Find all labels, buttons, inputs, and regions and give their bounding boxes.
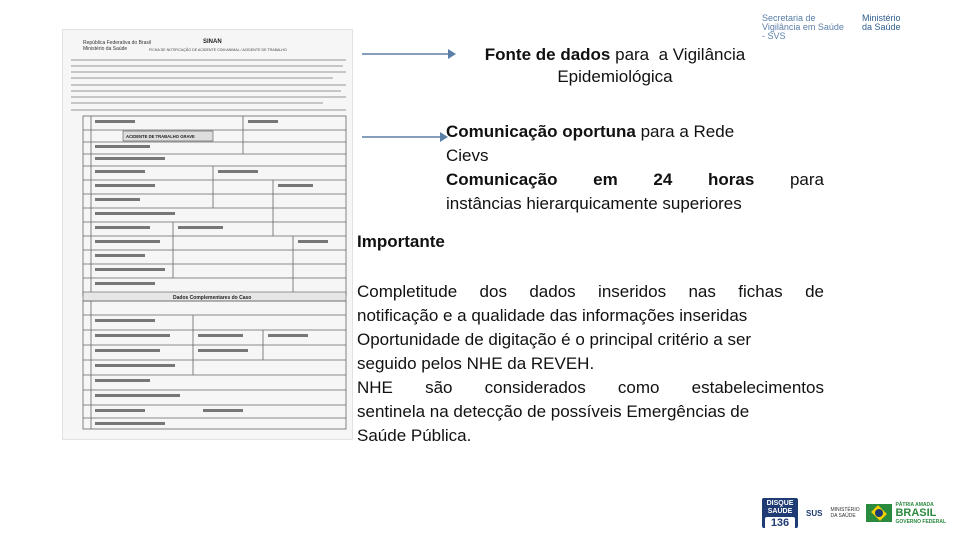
- ministerio-logo: Ministério da Saúde: [862, 13, 901, 32]
- fonte-line2: Epidemiológica: [557, 67, 673, 86]
- ministerio-footer-logo: MINISTÉRIO DA SAÚDE: [830, 507, 860, 519]
- comunicacao-l3-para: para: [789, 170, 824, 189]
- para-word: inseridos: [598, 282, 667, 301]
- fonte-de-dados-text: [455, 44, 775, 88]
- disque-top: DISQUE SAÚDE: [766, 500, 794, 515]
- sus-logo: SUS: [806, 508, 823, 518]
- svs-logo: Secretaria de Vigilância em Saúde - SVS: [762, 13, 844, 41]
- para-line-1: [357, 280, 824, 304]
- comunicacao-line4: instâncias hierarquicamente superiores: [446, 194, 742, 213]
- form-title: SINAN: [203, 39, 222, 45]
- para-word: são: [425, 378, 453, 397]
- para-word: considerados: [484, 378, 586, 397]
- para-word: dos: [479, 282, 507, 301]
- para-line-5: [357, 376, 824, 400]
- comunicacao-rest: para a Rede: [635, 122, 735, 141]
- svg-text:Ministério da Saúde: Ministério da Saúde: [83, 46, 128, 52]
- para-word: como: [617, 378, 660, 397]
- header-logos: [762, 14, 902, 41]
- para-line-6: sentinela na detecção de possíveis Emergências de: [357, 402, 750, 421]
- notification-form-image: [62, 29, 353, 440]
- governo-brasil-logo: [866, 502, 946, 525]
- disque-number: 136: [765, 517, 795, 529]
- para-word: de: [805, 282, 824, 301]
- fonte-bold: Fonte de dados: [484, 45, 611, 64]
- comunicacao-l3-horas: horas: [708, 170, 755, 189]
- form-section-label: Dados Complementares do Caso: [173, 295, 252, 301]
- para-word: Completitude: [357, 282, 458, 301]
- comunicacao-bold: Comunicação oportuna: [446, 122, 636, 141]
- para-word: dados: [529, 282, 576, 301]
- comunicacao-text: [446, 120, 824, 216]
- comunicacao-l3-bold: Comunicação: [446, 170, 558, 189]
- brasil-small: PÁTRIA AMADA: [895, 501, 934, 508]
- fonte-rest: para a Vigilância: [610, 45, 746, 64]
- comunicacao-line2: Cievs: [446, 146, 489, 165]
- para-line-4: seguido pelos NHE da REVEH.: [357, 354, 595, 373]
- para-word: estabelecimentos: [691, 378, 824, 397]
- para-line-2: notificação e a qualidade das informações inseridas: [357, 306, 748, 325]
- para-word: nas: [688, 282, 716, 301]
- para-word: NHE: [357, 378, 393, 397]
- para-line-7: Saúde Pública.: [357, 426, 472, 445]
- form-subtitle: FICHA DE NOTIFICAÇÃO DE ACIDENTE COM ANIMAL / ACIDENTE DE TRABALHO: [149, 48, 287, 52]
- brasil-sub: GOVERNO FEDERAL: [895, 518, 947, 525]
- importante-paragraph: [357, 280, 824, 448]
- para-line-3: Oportunidade de digitação é o principal critério a ser: [357, 330, 752, 349]
- disque-saude-logo: [762, 498, 798, 528]
- importante-heading: Importante: [357, 232, 445, 251]
- comunicacao-l3-num: 24: [653, 170, 673, 189]
- arrow-fonte: [362, 48, 456, 60]
- comunicacao-l3-em: em: [593, 170, 618, 189]
- brasil-big: BRASIL: [895, 506, 937, 519]
- comunicacao-line3: [446, 168, 824, 192]
- svg-text:República Federativa do Brasil: República Federativa do Brasil: [83, 40, 152, 46]
- para-word: fichas: [738, 282, 783, 301]
- arrow-comunicacao: [362, 131, 448, 143]
- footer-logos: [762, 498, 946, 528]
- brazil-flag-icon: [866, 504, 892, 522]
- form-banner: ACIDENTE DE TRABALHO GRAVE: [126, 134, 195, 139]
